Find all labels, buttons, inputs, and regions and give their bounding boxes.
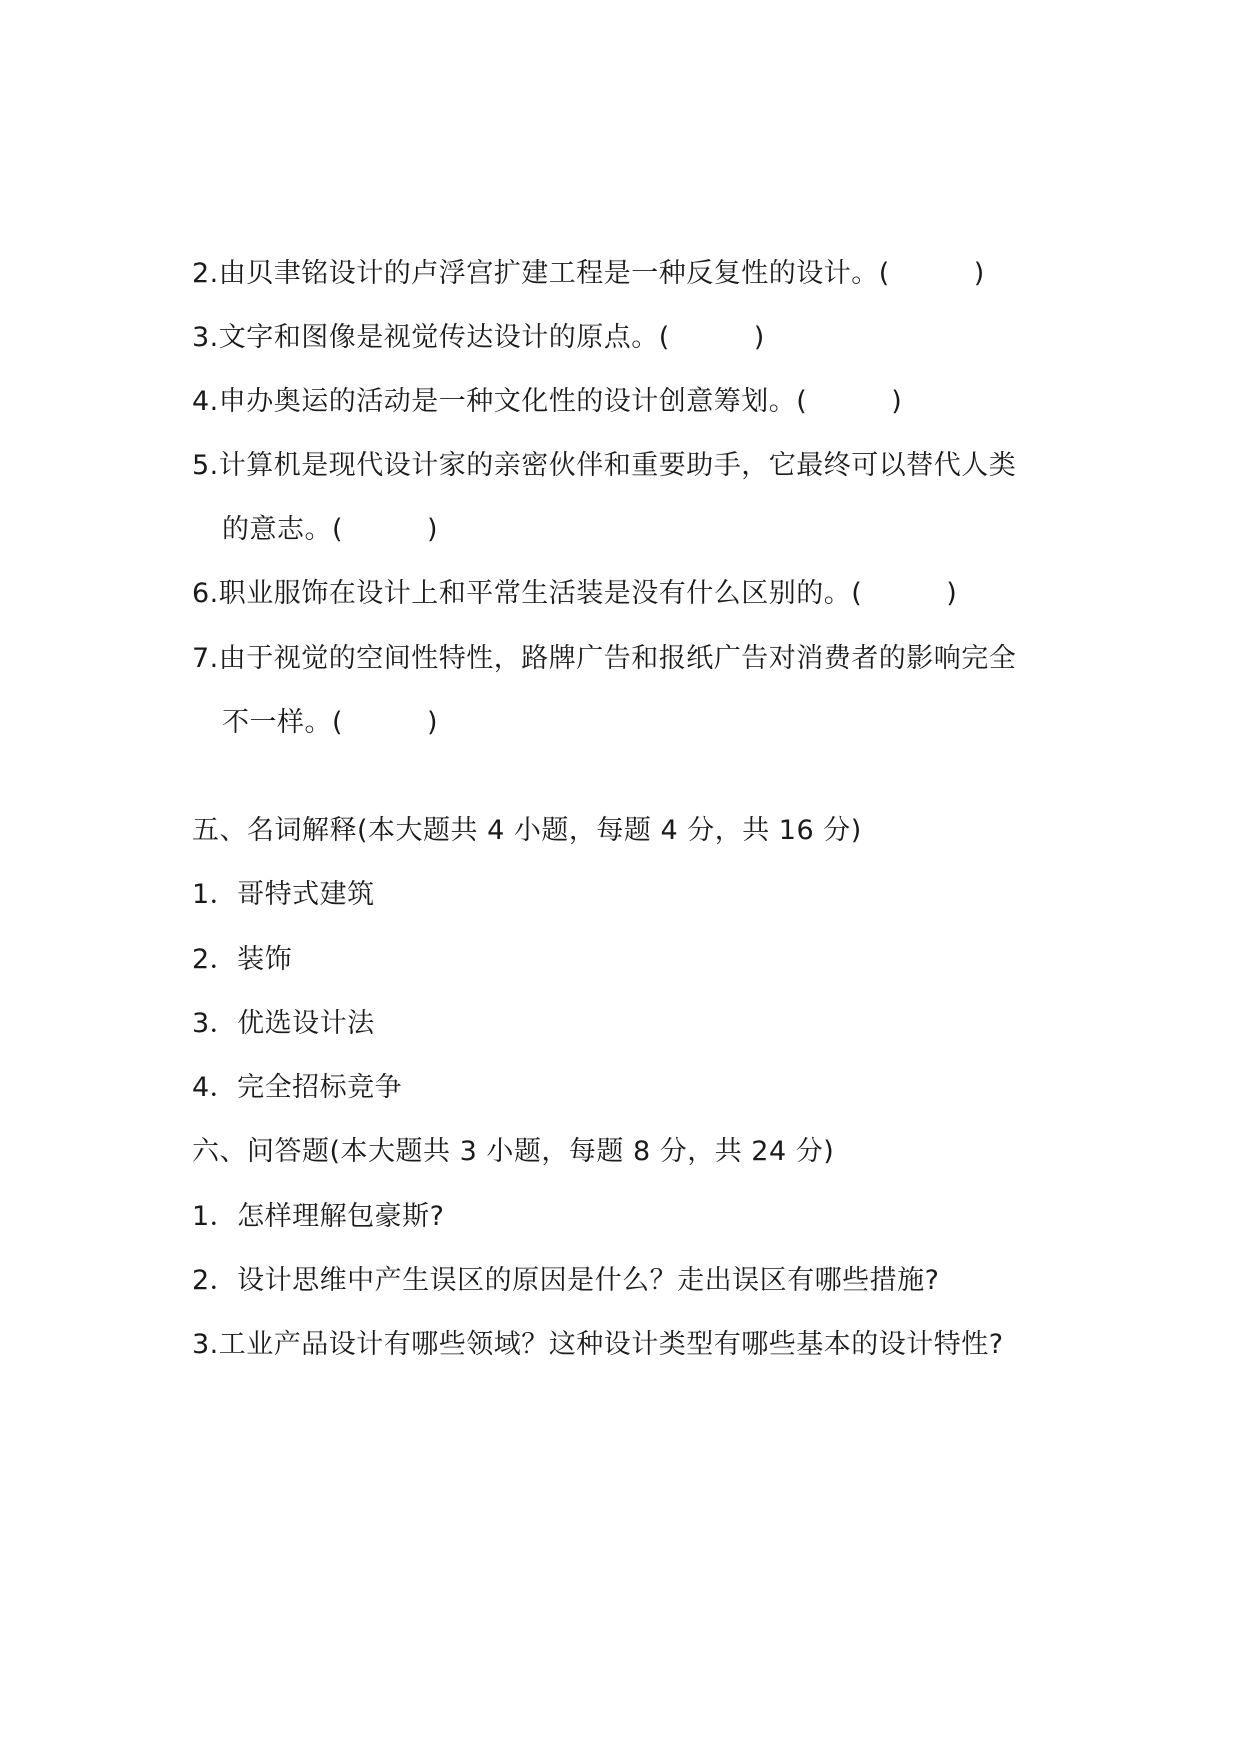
tf-item-7-cont — [222, 705, 438, 741]
tf-item-close: ) — [753, 322, 765, 353]
tf-item-2 — [192, 256, 985, 292]
tf-item-text: 5.计算机是现代设计家的亲密伙伴和重要助手，它最终可以替代人类 — [192, 450, 1017, 481]
tf-item-close: ) — [891, 386, 903, 417]
tf-item-5 — [192, 448, 1016, 484]
section6-item-2: 2．设计思维中产生误区的原因是什么？走出误区有哪些措施? — [192, 1265, 940, 1296]
tf-item-text: 4.申办奥运的活动是一种文化性的设计创意筹划。( — [192, 386, 808, 417]
tf-item-text: 3.文字和图像是视觉传达设计的原点。( — [192, 322, 670, 353]
tf-item-text: 2.由贝聿铭设计的卢浮宫扩建工程是一种反复性的设计。( — [192, 258, 890, 289]
tf-item-text: 7.由于视觉的空间性特性，路牌广告和报纸广告对消费者的影响完全 — [192, 643, 1017, 674]
tf-item-5-cont — [222, 512, 438, 548]
tf-item-close: ) — [427, 707, 439, 738]
tf-item-text-cont: 不一样。( — [222, 707, 344, 738]
tf-item-close: ) — [427, 514, 439, 545]
section5-item-4: 4．完全招标竞争 — [192, 1072, 403, 1103]
section5-heading: 五、名词解释(本大题共 4 小题，每题 4 分，共 16 分) — [192, 815, 862, 846]
tf-item-4 — [192, 384, 902, 420]
section6-item-1: 1．怎样理解包豪斯? — [192, 1201, 445, 1232]
tf-item-6 — [192, 576, 957, 612]
tf-item-close: ) — [973, 258, 985, 289]
section6-item-3: 3.工业产品设计有哪些领域？这种设计类型有哪些基本的设计特性? — [192, 1329, 1004, 1360]
section6-heading: 六、问答题(本大题共 3 小题，每题 8 分，共 24 分) — [192, 1136, 835, 1167]
tf-item-3 — [192, 320, 765, 356]
tf-item-close: ) — [946, 578, 958, 609]
tf-item-7 — [192, 641, 1016, 677]
tf-item-text: 6.职业服饰在设计上和平常生活装是没有什么区别的。( — [192, 578, 863, 609]
section5-item-2: 2．装饰 — [192, 944, 293, 975]
section5-item-1: 1．哥特式建筑 — [192, 879, 375, 910]
tf-item-text-cont: 的意志。( — [222, 514, 344, 545]
section5-item-3: 3．优选设计法 — [192, 1008, 375, 1039]
